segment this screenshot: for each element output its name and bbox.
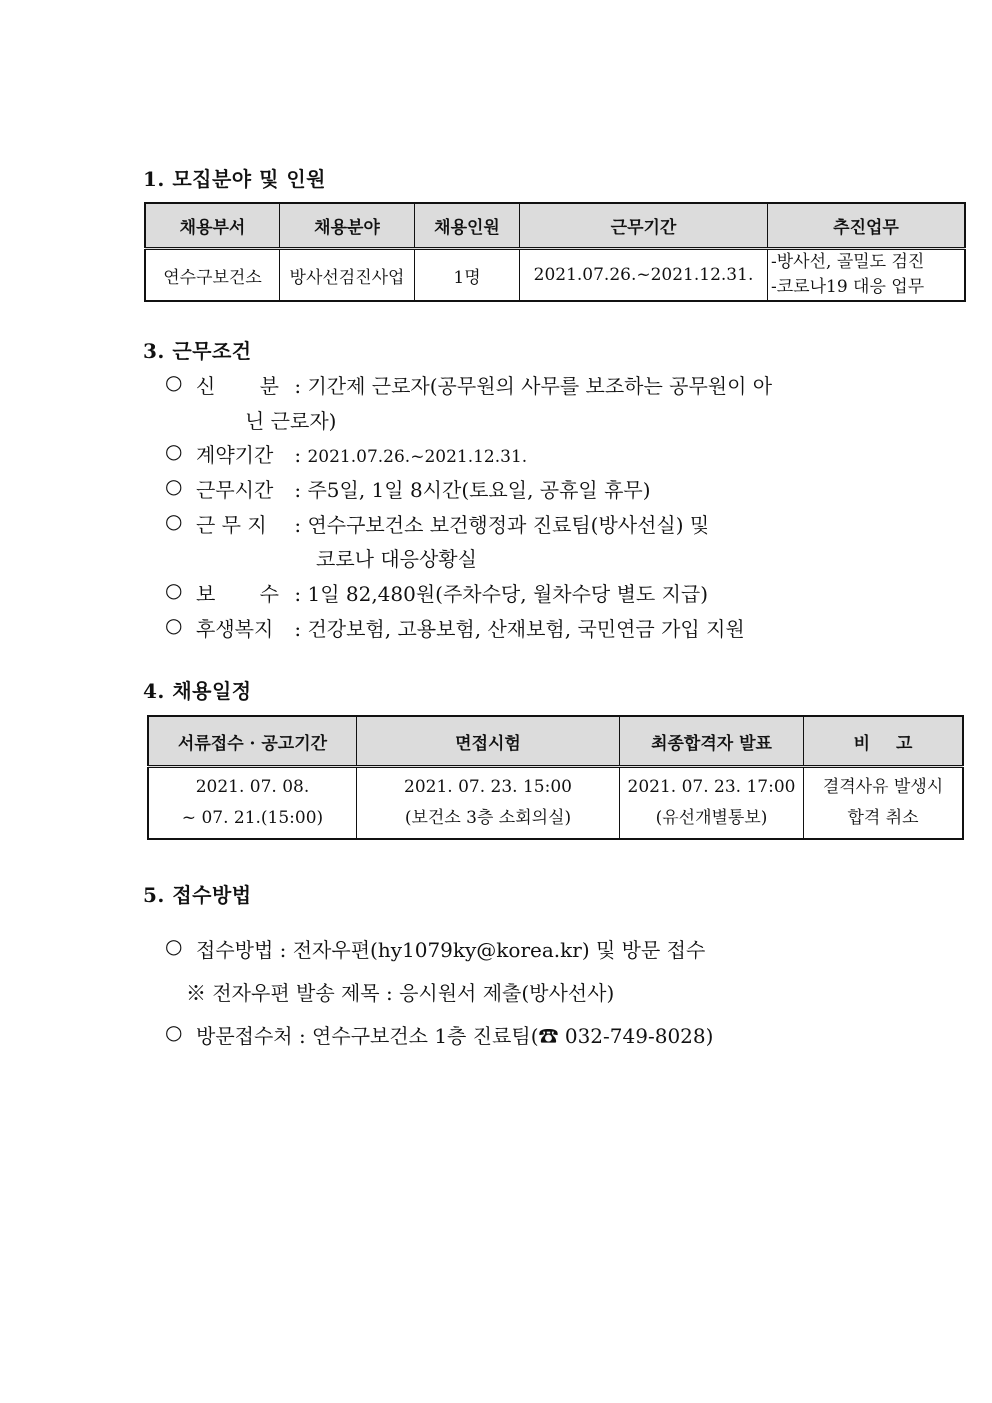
condition-label: 신 분 [196, 374, 279, 398]
header-period: 근무기간 [520, 203, 768, 249]
condition-workplace [196, 509, 709, 538]
condition-value: 2021.07.26.~2021.12.31. [307, 447, 528, 467]
bullet-circle: ○ [165, 1020, 183, 1044]
cell-line: (보건소 3층 소회의실) [404, 808, 572, 828]
condition-label: 근 무 지 [196, 513, 267, 537]
table-header-row [148, 716, 963, 767]
table-header-row [145, 203, 965, 249]
cell-department: 연수구보건소 [145, 249, 280, 302]
condition-contract [196, 439, 527, 468]
cell-field: 방사선검진사업 [280, 249, 415, 302]
header-final-announcement: 최종합격자 발표 [620, 716, 804, 767]
header-remarks: 비 고 [804, 716, 964, 767]
header-duties: 추진업무 [768, 203, 966, 249]
header-department: 채용부서 [145, 203, 280, 249]
cell-period: 2021.07.26.~2021.12.31. [520, 249, 768, 302]
condition-value: 연수구보건소 보건행정과 진료팀(방사선실) 및 [307, 513, 710, 537]
condition-label: 후생복지 [196, 617, 274, 641]
cell-headcount: 1명 [415, 249, 520, 302]
header-field: 채용분야 [280, 203, 415, 249]
cell-line: (유선개별통보) [655, 808, 768, 828]
condition-value: 기간제 근로자(공무원의 사무를 보조하는 공무원이 아 [307, 374, 773, 398]
section-5-heading: 5. 접수방법 [143, 883, 252, 907]
condition-sep: : [294, 478, 302, 502]
condition-sep: : [294, 617, 302, 641]
section-3-heading: 3. 근무조건 [143, 339, 252, 363]
condition-label: 보 수 [196, 582, 279, 606]
duty-line: -코로나19 대응 업무 [771, 277, 925, 297]
bullet-circle: ○ [165, 509, 183, 533]
cell-line: 2021. 07. 23. 15:00 [404, 777, 572, 797]
bullet-circle: ○ [165, 934, 183, 958]
bullet-circle: ○ [165, 370, 183, 394]
header-interview: 면접시험 [357, 716, 620, 767]
cell-interview [357, 767, 620, 840]
cell-line: ~ 07. 21.(15:00) [181, 808, 324, 828]
bullet-circle: ○ [165, 439, 183, 463]
condition-status [196, 370, 772, 399]
schedule-table [147, 715, 964, 840]
bullet-circle: ○ [165, 474, 183, 498]
condition-label: 계약기간 [196, 443, 274, 467]
bullet-circle: ○ [165, 613, 183, 637]
visit-location: 방문접수처 : 연수구보건소 1층 진료팀(☎ 032-749-8028) [196, 1024, 714, 1048]
condition-sep: : [294, 582, 302, 606]
condition-sep: : [294, 513, 302, 537]
cell-line: 합격 취소 [847, 808, 919, 828]
header-application-period: 서류접수 · 공고기간 [148, 716, 357, 767]
condition-value: 1일 82,480원(주차수당, 월차수당 별도 지급) [307, 582, 709, 606]
cell-remarks [804, 767, 964, 840]
cell-line: 결격사유 발생시 [822, 777, 944, 797]
condition-hours [196, 474, 651, 503]
condition-welfare [196, 613, 745, 642]
bullet-circle: ○ [165, 578, 183, 602]
cell-line: 2021. 07. 23. 17:00 [627, 777, 796, 797]
table-row [145, 249, 965, 302]
cell-application-period [148, 767, 357, 840]
condition-sep: : [294, 443, 302, 467]
email-subject-note: ※ 전자우편 발송 제목 : 응시원서 제출(방사선사) [186, 981, 615, 1005]
condition-workplace-cont: 코로나 대응상황실 [316, 547, 477, 571]
cell-duties [768, 249, 966, 302]
condition-label: 근무시간 [196, 478, 274, 502]
condition-pay [196, 578, 708, 607]
condition-value: 건강보험, 고용보험, 산재보험, 국민연금 가입 지원 [307, 617, 745, 641]
header-headcount: 채용인원 [415, 203, 520, 249]
recruitment-table [144, 202, 966, 302]
condition-sep: : [294, 374, 302, 398]
section-1-heading: 1. 모집분야 및 인원 [143, 167, 327, 191]
condition-status-cont: 닌 근로자) [245, 409, 337, 433]
section-4-heading: 4. 채용일정 [143, 679, 252, 703]
condition-value: 주5일, 1일 8시간(토요일, 공휴일 휴무) [307, 478, 651, 502]
cell-final-announcement [620, 767, 804, 840]
application-method: 접수방법 : 전자우편(hy1079ky@korea.kr) 및 방문 접수 [196, 938, 706, 962]
cell-line: 2021. 07. 08. [195, 777, 310, 797]
table-row [148, 767, 963, 840]
duty-line: -방사선, 골밀도 검진 [771, 252, 925, 272]
